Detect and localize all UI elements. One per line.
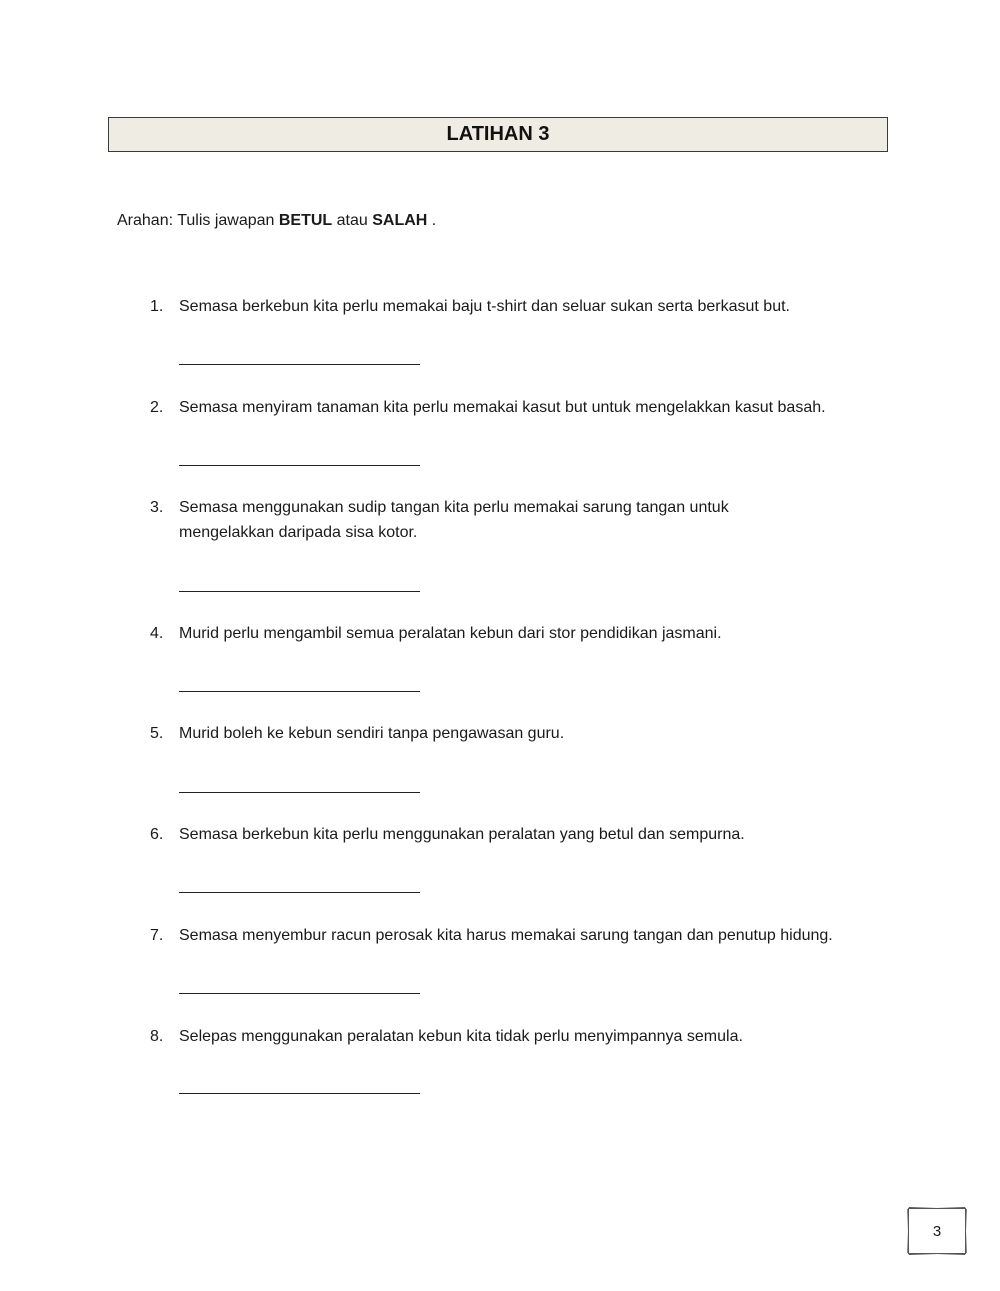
instruction-middle: atau — [332, 212, 373, 229]
question-item — [150, 822, 870, 847]
question-text-line2: mengelakkan daripada sisa kotor. — [179, 524, 418, 541]
answer-line[interactable] — [179, 792, 420, 793]
question-text: Semasa menyembur racun perosak kita harus memakai sarung tangan dan penutup hidung. — [179, 927, 833, 944]
instruction-prefix: Arahan: Tulis jawapan — [117, 212, 279, 229]
question-text: Semasa berkebun kita perlu menggunakan peralatan yang betul dan sempurna. — [179, 826, 745, 843]
question-item — [150, 495, 870, 545]
question-item — [150, 721, 870, 746]
question-item — [150, 621, 870, 646]
question-number: 4. — [150, 625, 164, 642]
question-number: 1. — [150, 298, 164, 315]
page-number: 3 — [932, 1222, 942, 1240]
answer-line[interactable] — [179, 364, 420, 365]
page-title: LATIHAN 3 — [446, 123, 550, 145]
instruction-betul: BETUL — [278, 212, 333, 229]
question-text: Semasa berkebun kita perlu memakai baju t-shirt dan seluar sukan serta berkasut but. — [179, 298, 790, 315]
answer-line[interactable] — [179, 591, 420, 592]
instruction-salah: SALAH — [372, 212, 428, 229]
instruction-suffix: . — [427, 212, 437, 229]
question-text: Semasa menyiram tanaman kita perlu memakai kasut but untuk mengelakkan kasut basah. — [179, 399, 826, 416]
page-number-box — [906, 1206, 970, 1258]
question-item — [150, 294, 870, 319]
question-number: 5. — [150, 725, 164, 742]
answer-line[interactable] — [179, 892, 420, 893]
question-number: 3. — [150, 499, 164, 516]
question-text: Murid perlu mengambil semua peralatan kebun dari stor pendidikan jasmani. — [179, 625, 722, 642]
question-text: Murid boleh ke kebun sendiri tanpa pengawasan guru. — [179, 725, 565, 742]
question-text: Semasa menggunakan sudip tangan kita perlu memakai sarung tangan untuk — [179, 499, 729, 516]
question-number: 8. — [150, 1028, 164, 1045]
answer-line[interactable] — [179, 465, 420, 466]
question-item — [150, 923, 870, 948]
question-number: 2. — [150, 399, 164, 416]
question-number: 7. — [150, 927, 164, 944]
answer-line[interactable] — [179, 993, 420, 994]
question-item — [150, 395, 870, 420]
question-number: 6. — [150, 826, 164, 843]
question-text: Selepas menggunakan peralatan kebun kita tidak perlu menyimpannya semula. — [179, 1028, 743, 1045]
page-sheet-front — [908, 1208, 966, 1254]
question-item — [150, 1024, 870, 1049]
answer-line[interactable] — [179, 1093, 420, 1094]
answer-line[interactable] — [179, 691, 420, 692]
